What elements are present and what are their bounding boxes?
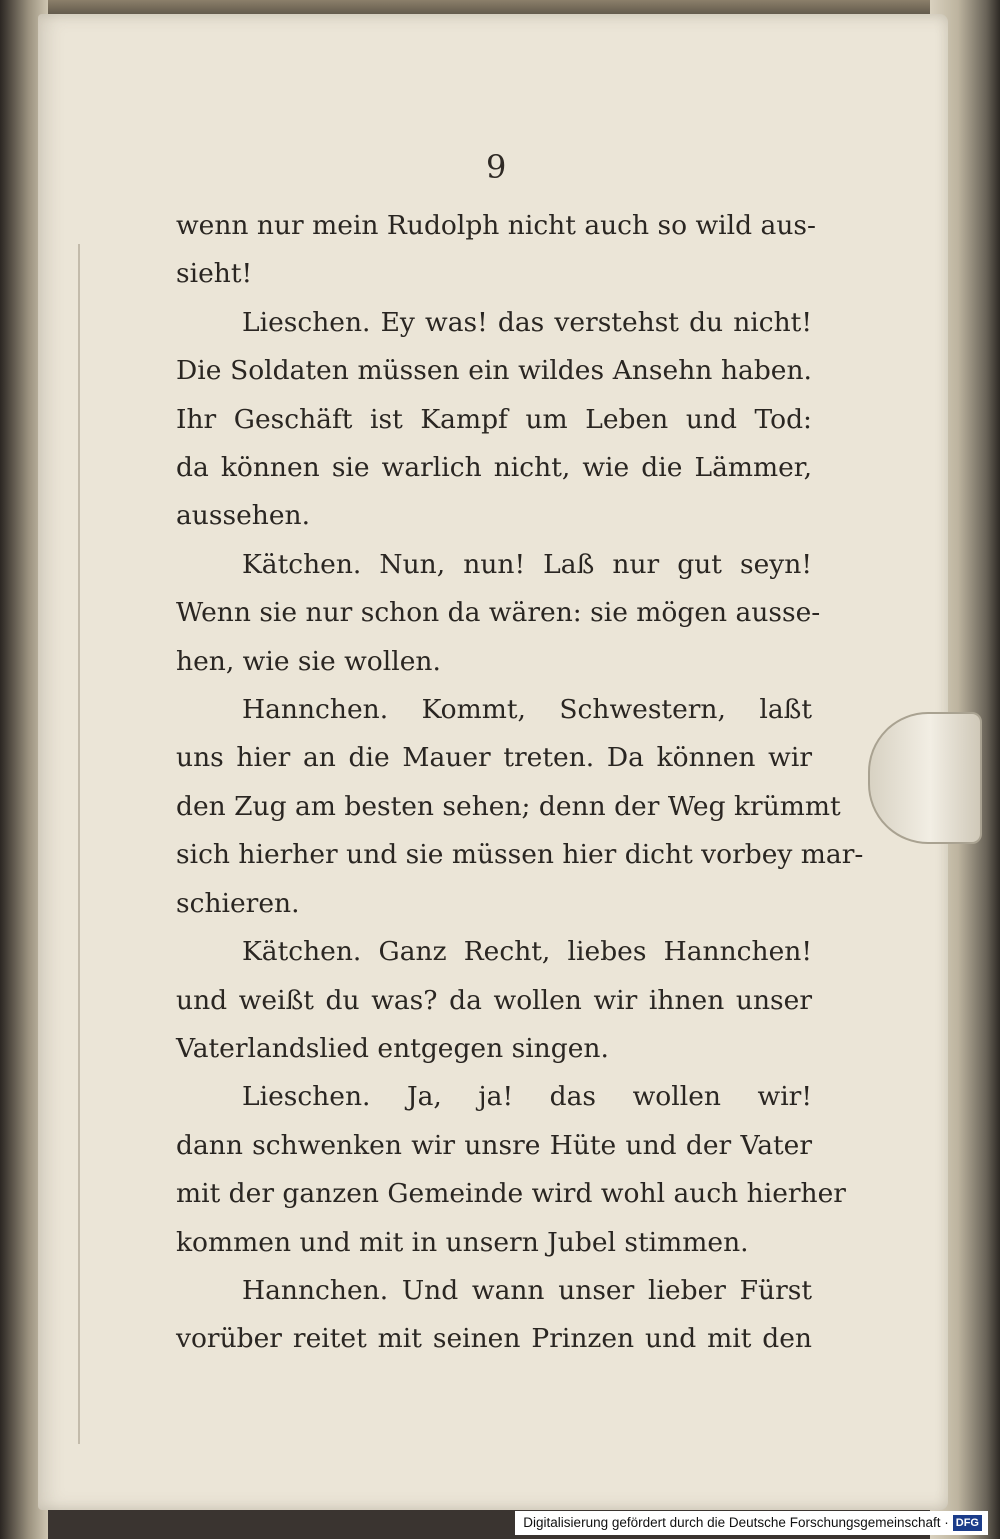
digitization-footer xyxy=(515,1511,988,1535)
text-line: und weißt du was? da wollen wir ihnen unser xyxy=(176,984,812,1016)
page-fold xyxy=(78,244,100,1444)
text-line: kommen und mit in unsern Jubel stimmen. xyxy=(176,1226,749,1258)
page-text xyxy=(176,202,864,1364)
text-line: Kätchen. Ganz Recht, liebes Hannchen! xyxy=(242,936,812,968)
text-line: Lieschen. Ja, ja! das wollen wir! xyxy=(242,1081,812,1113)
text-line: hen, wie sie wollen. xyxy=(176,645,441,677)
text-line: Hannchen. Und wann unser lieber Fürst xyxy=(242,1274,812,1306)
text-line: da können sie warlich nicht, wie die Lämmer, xyxy=(176,452,812,484)
text-line: sich hierher und sie müssen hier dicht vorbey mar- xyxy=(176,839,864,871)
text-line: vorüber reitet mit seinen Prinzen und mit den xyxy=(176,1323,812,1355)
text-line: Lieschen. Ey was! das verstehst du nicht! xyxy=(242,306,812,338)
text-line: Ihr Geschäft ist Kampf um Leben und Tod: xyxy=(176,403,812,435)
text-line: sieht! xyxy=(176,258,253,290)
text-line: mit der ganzen Gemeinde wird wohl auch hierher xyxy=(176,1178,846,1210)
text-line: schieren. xyxy=(176,887,300,919)
page-number: 9 xyxy=(486,148,507,186)
text-line: dann schwenken wir unsre Hüte und der Vater xyxy=(176,1129,812,1161)
text-line: Vaterlandslied entgegen singen. xyxy=(176,1032,609,1064)
page-clip xyxy=(868,712,982,844)
text-line: wenn nur mein Rudolph nicht auch so wild aus- xyxy=(176,210,816,241)
text-line: uns hier an die Mauer treten. Da können wir xyxy=(176,742,812,774)
text-line: Die Soldaten müssen ein wildes Ansehn haben. xyxy=(176,355,812,387)
text-line: Kätchen. Nun, nun! Laß nur gut seyn! xyxy=(242,548,812,580)
text-line: Hannchen. Kommt, Schwestern, laßt xyxy=(242,694,812,726)
text-line: den Zug am besten sehen; denn der Weg krümmt xyxy=(176,790,841,822)
text-line: aussehen. xyxy=(176,500,310,532)
dfg-logo: DFG xyxy=(953,1515,982,1531)
footer-text: Digitalisierung gefördert durch die Deutsche Forschungsgemeinschaft · xyxy=(523,1515,949,1530)
text-line: Wenn sie nur schon da wären: sie mögen ausse- xyxy=(176,597,821,629)
